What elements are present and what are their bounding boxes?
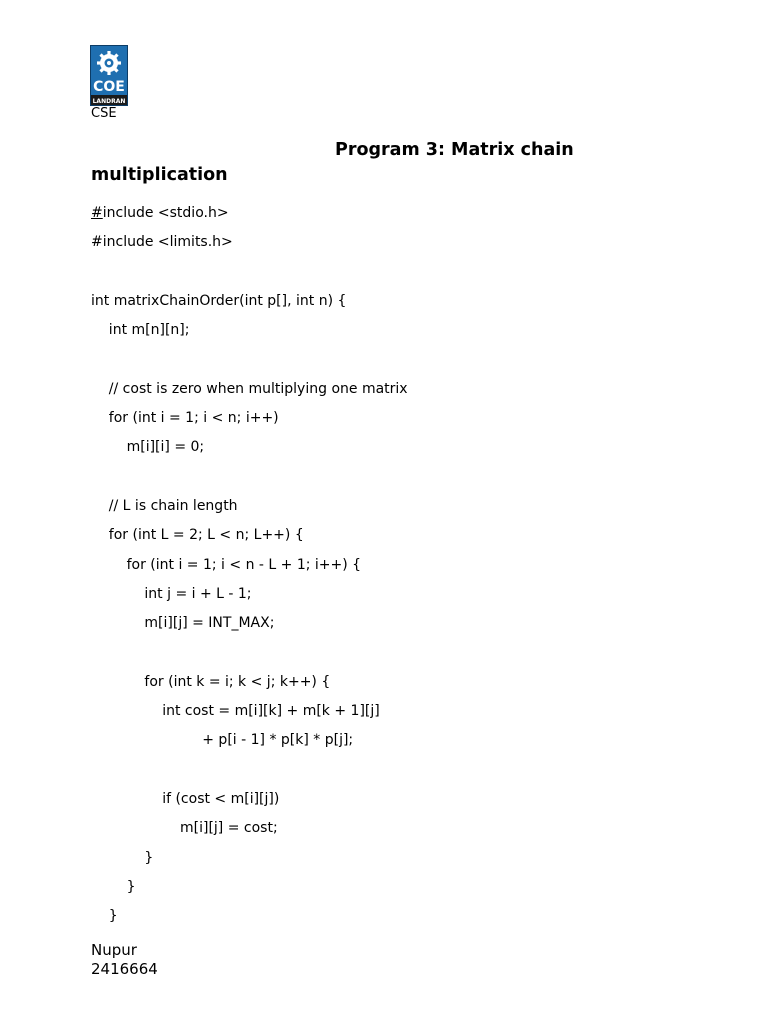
code-listing [91, 199, 408, 931]
code-line: int j = i + L - 1; [91, 585, 252, 602]
code-line-1: include <stdio.h> [102, 205, 229, 221]
code-line: m[i][i] = 0; [91, 439, 205, 456]
code-line: m[i][j] = INT_MAX; [91, 615, 275, 632]
code-line: int matrixChainOrder(int p[], int n) { [91, 292, 347, 309]
code-line: m[i][j] = cost; [91, 820, 278, 837]
logo-band [91, 95, 127, 105]
code-line: + p[i - 1] * p[k] * p[j]; [91, 732, 354, 749]
student-name: Nupur [91, 941, 137, 959]
code-line: for (int i = 1; i < n - L + 1; i++) { [91, 556, 362, 573]
code-first-char: # [91, 205, 103, 221]
code-body [91, 234, 408, 924]
code-line: // L is chain length [91, 497, 238, 514]
program-title-line-2: multiplication [91, 165, 228, 185]
program-title-line-1: Program 3: Matrix chain [335, 140, 574, 160]
code-line: } [91, 849, 154, 866]
student-roll-number: 2416664 [91, 960, 158, 978]
code-line: for (int k = i; k < j; k++) { [91, 673, 331, 690]
logo-subtext: LANDRAN [92, 98, 126, 105]
code-line: for (int i = 1; i < n; i++) [91, 410, 279, 427]
code-line: // cost is zero when multiplying one matrix [91, 380, 408, 397]
department-label: CSE [91, 106, 117, 121]
code-line: int m[n][n]; [91, 322, 190, 339]
logo-text: COE [93, 79, 125, 95]
code-line: int cost = m[i][k] + m[k + 1][j] [91, 703, 380, 720]
code-line: for (int L = 2; L < n; L++) { [91, 527, 304, 544]
gear-icon [91, 46, 127, 95]
student-info [91, 941, 158, 979]
college-logo [90, 45, 128, 106]
code-line: if (cost < m[i][j]) [91, 790, 280, 807]
code-line: #include <limits.h> [91, 234, 233, 251]
code-line: } [91, 908, 118, 925]
code-line: } [91, 878, 136, 895]
